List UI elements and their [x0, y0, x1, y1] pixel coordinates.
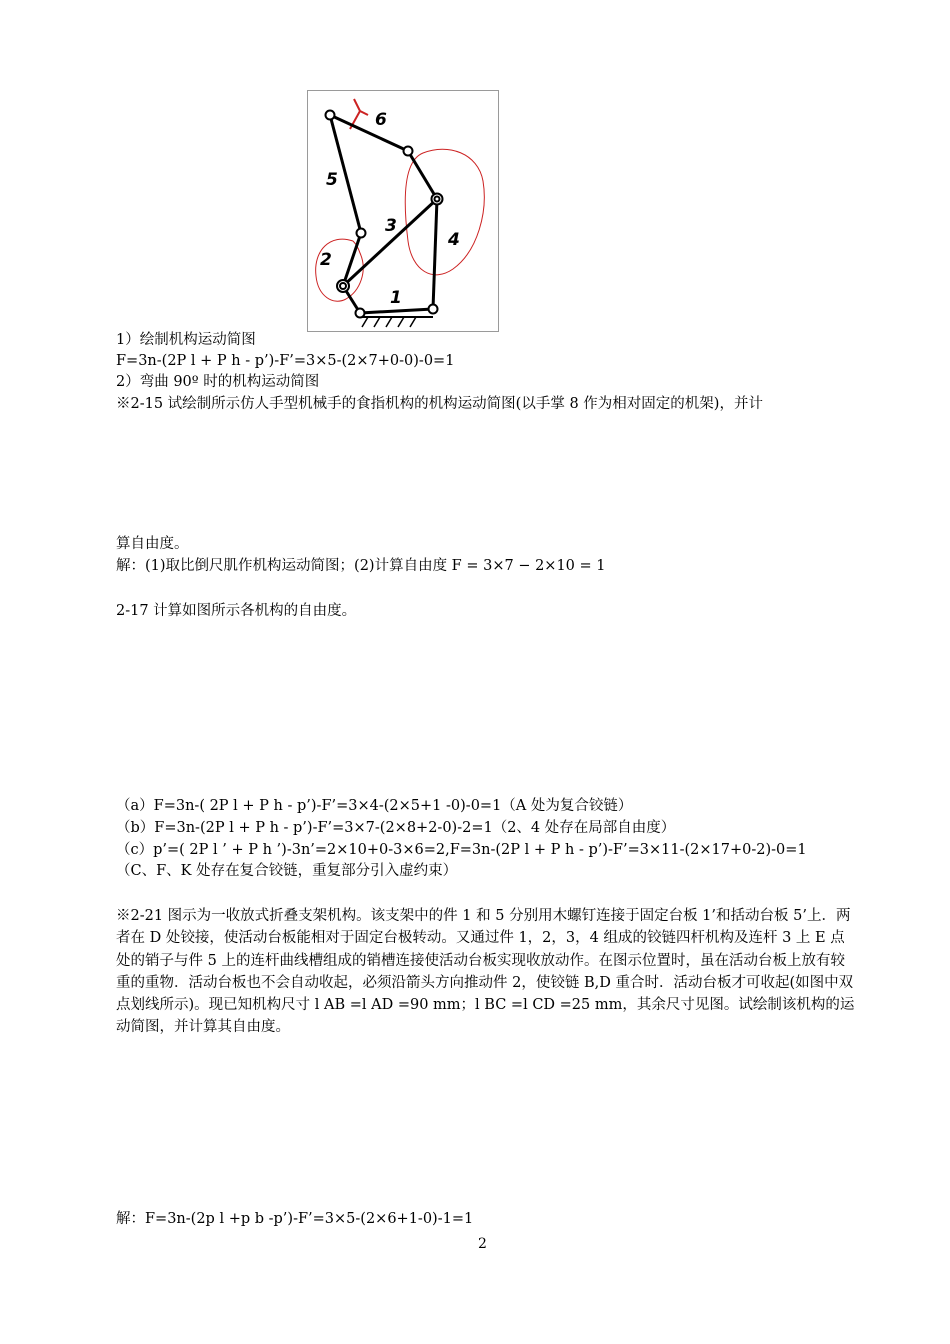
- link-label-1: 1: [390, 288, 402, 308]
- link-6b: [408, 151, 437, 199]
- link-label-3: 3: [385, 216, 397, 236]
- problem-heading: 2-17 计算如图所示各机构的自由度。: [116, 603, 357, 619]
- text-line: 2）弯曲 90º 时的机构运动简图: [116, 374, 320, 390]
- text-line: 1）绘制机构运动简图: [116, 332, 256, 348]
- joint: [326, 111, 335, 120]
- mechanism-diagram: [307, 90, 499, 332]
- link-label-2: 2: [320, 250, 332, 270]
- joint: [404, 147, 413, 156]
- problem-paragraph: ※2-21 图示为一收放式折叠支架机构。该支架中的件 1 和 5 分别用木螺钉连接于固定台板 1’和括动台板 5’上．两者在 D 处铰接，使活动台板能相对于固定台极转动。又通过件 1，2，3，4 组成的铰链四杆机构及连杆 3 上 E 点处的销子与件 5 上的连杆曲线槽组成的销槽连接使活动台板实现收放动作。在图示位置时，虽在活动台板上放有较重的重物．活动台板也不会自动收起，必须沿箭头方向推动件 2，使铰链 B,D 重合时．活动台板才可收起(如图中双点划线所示)。现已知机构尺寸 l AB =l AD =90 mm；l BC =l CD =25 mm，其余尺寸见图。试绘制该机构的运动简图，并计算其自由度。: [116, 908, 855, 1036]
- mechanism-svg: [308, 91, 498, 331]
- link-4: [433, 199, 437, 309]
- text-line: 算自由度。: [116, 536, 189, 552]
- link-label-4: 4: [448, 230, 460, 250]
- joint: [356, 309, 365, 318]
- joint: [429, 305, 438, 314]
- joint: [357, 229, 366, 238]
- link-label-5: 5: [326, 170, 338, 190]
- solution-line: 解：(1)取比倒尺肌作机构运动简图；(2)计算自由度 F = 3×7 − 2×10 = 1: [116, 558, 606, 574]
- joint: [340, 283, 346, 289]
- formula-line: （b）F=3n-(2P l + P h - p’)-F’=3×7-(2×8+2-0)-2=1（2、4 处存在局部自由度）: [116, 820, 676, 836]
- link-6: [330, 115, 408, 151]
- joint: [435, 197, 440, 202]
- problem-heading: ※2-15 试绘制所示仿人手型机械手的食指机构的机构运动简图(以手掌 8 作为相对固定的机架)，并计: [116, 396, 763, 412]
- link-label-6: 6: [375, 110, 387, 130]
- formula-line: F=3n-(2P l + P h - p’)-F’=3×5-(2×7+0-0)-0=1: [116, 353, 455, 369]
- text-line: （C、F、K 处存在复合铰链，重复部分引入虚约束）: [116, 863, 458, 879]
- link-1b: [360, 309, 433, 313]
- solution-line: 解：F=3n-(2p l +p b -p’)-F’=3×5-(2×6+1-0)-1=1: [116, 1211, 474, 1227]
- formula-line: （a）F=3n-( 2P l + P h - p’)-F’=3×4-(2×5+1 -0)-0=1（A 处为复合铰链）: [116, 798, 633, 814]
- page-number: 2: [478, 1236, 487, 1252]
- formula-line: （c）p’=( 2P l ’ + P h ’)-3n’=2×10+0-3×6=2,F=3n-(2P l + P h - p’)-F’=3×11-(2×17+0-2)-0=1: [116, 842, 807, 858]
- ground-hatch: [362, 317, 416, 327]
